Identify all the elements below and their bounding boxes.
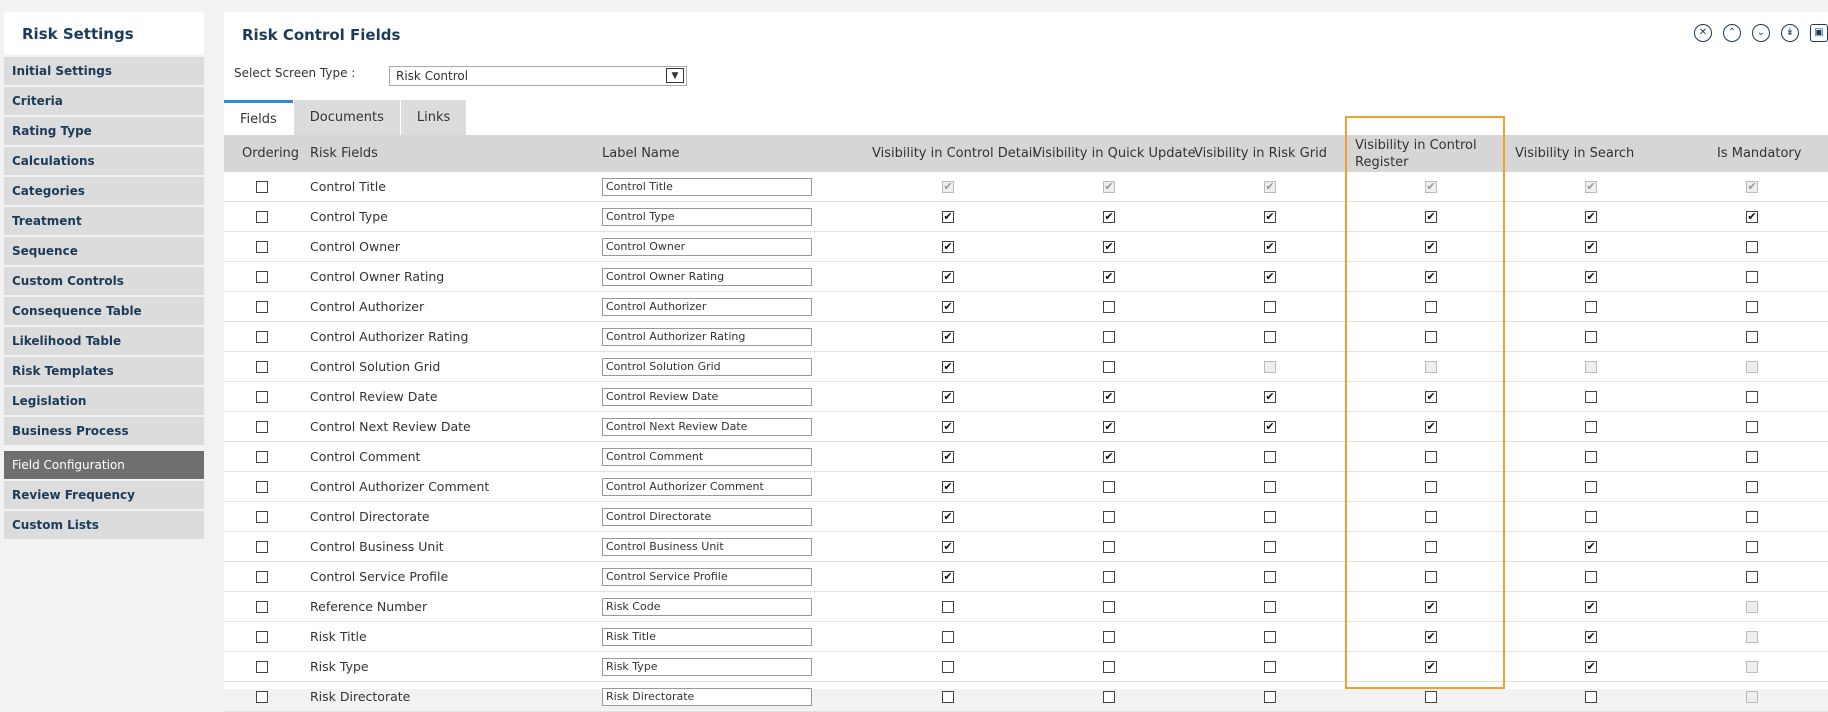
- search-checkbox[interactable]: ✔: [1586, 630, 1596, 643]
- label-name-input[interactable]: [602, 418, 812, 436]
- sidebar-item-field-configuration[interactable]: Field Configuration: [4, 451, 204, 479]
- quick-update-checkbox[interactable]: ✔: [1104, 420, 1114, 433]
- control-detail-checkbox[interactable]: [942, 631, 954, 643]
- header-visibility-control-register: Visibility in Control Register: [1355, 137, 1477, 170]
- risk-field-name: Control Owner Rating: [310, 269, 445, 284]
- label-name-cell: [602, 562, 812, 591]
- mandatory-checkbox[interactable]: [1746, 451, 1758, 463]
- search-checkbox[interactable]: ✔: [1586, 600, 1596, 613]
- table-row: [224, 592, 1828, 622]
- risk-field-name: Control Directorate: [310, 509, 430, 524]
- mandatory-checkbox[interactable]: [1746, 391, 1758, 403]
- header-risk-fields: Risk Fields: [310, 146, 378, 161]
- search-checkbox[interactable]: [1585, 691, 1597, 703]
- control-register-checkbox[interactable]: [1425, 541, 1437, 553]
- risk-grid-checkbox[interactable]: [1264, 511, 1276, 523]
- control-detail-checkbox[interactable]: ✔: [943, 240, 953, 253]
- mandatory-checkbox: [1746, 691, 1758, 703]
- control-detail-checkbox[interactable]: [942, 691, 954, 703]
- mandatory-checkbox[interactable]: [1746, 301, 1758, 313]
- risk-field-name: Control Owner: [310, 239, 400, 254]
- risk-field-name: Control Comment: [310, 449, 421, 464]
- quick-update-checkbox: ✔: [1104, 180, 1114, 193]
- move-down-icon[interactable]: ⌄: [1752, 24, 1770, 42]
- table-row: [224, 382, 1828, 412]
- control-detail-checkbox: ✔: [943, 180, 953, 193]
- control-register-checkbox[interactable]: ✔: [1426, 630, 1436, 643]
- ordering-checkbox[interactable]: [256, 211, 268, 223]
- risk-field-name: Reference Number: [310, 599, 428, 614]
- table-row: [224, 682, 1828, 712]
- quick-update-checkbox[interactable]: [1103, 301, 1115, 313]
- risk-field-name: Control Next Review Date: [310, 419, 471, 434]
- sidebar-item-sequence[interactable]: Sequence: [4, 237, 204, 265]
- risk-field-name: Control Title: [310, 179, 386, 194]
- quick-update-checkbox[interactable]: [1103, 661, 1115, 673]
- risk-grid-checkbox[interactable]: ✔: [1265, 210, 1275, 223]
- ordering-checkbox[interactable]: [256, 511, 268, 523]
- label-name-input[interactable]: [602, 538, 812, 556]
- header-visibility-quick-update: Visibility in Quick Update: [1033, 146, 1196, 161]
- quick-update-checkbox[interactable]: ✔: [1104, 210, 1114, 223]
- table-row: [224, 172, 1828, 202]
- risk-grid-checkbox[interactable]: [1264, 481, 1276, 493]
- control-detail-checkbox[interactable]: ✔: [943, 540, 953, 553]
- risk-field-name: Control Type: [310, 209, 388, 224]
- label-name-input[interactable]: [602, 478, 812, 496]
- table-row: [224, 202, 1828, 232]
- table-row: [224, 652, 1828, 682]
- sidebar-item-calculations[interactable]: Calculations: [4, 147, 204, 175]
- search-checkbox[interactable]: ✔: [1586, 210, 1596, 223]
- sidebar-item-treatment[interactable]: Treatment: [4, 207, 204, 235]
- mandatory-checkbox[interactable]: [1746, 271, 1758, 283]
- sidebar-nav: [4, 57, 204, 539]
- sidebar-item-initial-settings[interactable]: Initial Settings: [4, 57, 204, 85]
- sidebar-item-legislation[interactable]: Legislation: [4, 387, 204, 415]
- control-register-checkbox[interactable]: [1425, 511, 1437, 523]
- sidebar-item-consequence-table[interactable]: Consequence Table: [4, 297, 204, 325]
- sidebar-item-review-frequency[interactable]: Review Frequency: [4, 481, 204, 509]
- table-row: [224, 352, 1828, 382]
- control-register-checkbox[interactable]: ✔: [1426, 210, 1436, 223]
- table-row: [224, 412, 1828, 442]
- control-detail-checkbox[interactable]: [942, 601, 954, 613]
- risk-field-name: Control Authorizer: [310, 299, 425, 314]
- label-name-input[interactable]: [602, 568, 812, 586]
- control-register-checkbox[interactable]: ✔: [1426, 270, 1436, 283]
- risk-field-name: Control Authorizer Rating: [310, 329, 469, 344]
- move-up-icon[interactable]: ⌃: [1723, 24, 1741, 42]
- quick-update-checkbox[interactable]: ✔: [1104, 240, 1114, 253]
- table-row: [224, 502, 1828, 532]
- control-detail-checkbox[interactable]: ✔: [943, 390, 953, 403]
- label-name-cell: [602, 262, 812, 291]
- quick-update-checkbox[interactable]: [1103, 541, 1115, 553]
- control-detail-checkbox[interactable]: ✔: [943, 570, 953, 583]
- label-name-cell: [602, 472, 812, 501]
- risk-grid-checkbox[interactable]: [1264, 541, 1276, 553]
- sidebar-item-rating-type[interactable]: Rating Type: [4, 117, 204, 145]
- label-name-input[interactable]: [602, 268, 812, 286]
- screen-type-label: Select Screen Type :: [234, 66, 356, 80]
- label-name-input[interactable]: [602, 208, 812, 226]
- mandatory-checkbox[interactable]: ✔: [1747, 210, 1757, 223]
- quick-update-checkbox[interactable]: [1103, 691, 1115, 703]
- ordering-checkbox[interactable]: [256, 271, 268, 283]
- label-name-input[interactable]: [602, 658, 812, 676]
- control-register-checkbox: ✔: [1426, 180, 1436, 193]
- quick-update-checkbox[interactable]: [1103, 601, 1115, 613]
- ordering-checkbox[interactable]: [256, 541, 268, 553]
- ordering-checkbox[interactable]: [256, 421, 268, 433]
- label-name-cell: [602, 232, 812, 261]
- table-row: [224, 622, 1828, 652]
- control-detail-checkbox[interactable]: ✔: [943, 300, 953, 313]
- label-name-input[interactable]: [602, 688, 812, 706]
- control-detail-checkbox[interactable]: ✔: [943, 330, 953, 343]
- risk-field-name: Control Review Date: [310, 389, 438, 404]
- quick-update-checkbox[interactable]: ✔: [1104, 390, 1114, 403]
- label-name-cell: [602, 682, 812, 711]
- label-name-input[interactable]: [602, 298, 812, 316]
- search-checkbox: [1585, 361, 1597, 373]
- risk-grid-checkbox[interactable]: ✔: [1265, 240, 1275, 253]
- control-register-checkbox[interactable]: ✔: [1426, 600, 1436, 613]
- table-row: [224, 442, 1828, 472]
- header-visibility-search: Visibility in Search: [1515, 146, 1635, 161]
- mandatory-checkbox: ✔: [1747, 180, 1757, 193]
- search-checkbox[interactable]: ✔: [1586, 540, 1596, 553]
- header-label-name: Label Name: [602, 146, 680, 161]
- control-detail-checkbox[interactable]: ✔: [943, 270, 953, 283]
- header-is-mandatory: Is Mandatory: [1717, 146, 1802, 161]
- expand-all-icon[interactable]: ↡: [1781, 24, 1799, 42]
- search-checkbox: ✔: [1586, 180, 1596, 193]
- control-register-checkbox[interactable]: ✔: [1426, 660, 1436, 673]
- sidebar-item-criteria[interactable]: Criteria: [4, 87, 204, 115]
- table-row: [224, 532, 1828, 562]
- save-icon[interactable]: ▣: [1810, 24, 1828, 42]
- label-name-cell: [602, 202, 812, 231]
- mandatory-checkbox[interactable]: [1746, 241, 1758, 253]
- risk-grid-checkbox[interactable]: [1264, 631, 1276, 643]
- screen-type-value: Risk Control: [396, 69, 469, 83]
- table-body: [224, 172, 1828, 712]
- control-register-checkbox: [1425, 361, 1437, 373]
- control-register-checkbox[interactable]: [1425, 451, 1437, 463]
- label-name-input[interactable]: [602, 178, 812, 196]
- risk-field-name: Control Authorizer Comment: [310, 479, 490, 494]
- search-checkbox[interactable]: [1585, 511, 1597, 523]
- mandatory-checkbox: [1746, 631, 1758, 643]
- risk-field-name: Control Solution Grid: [310, 359, 441, 374]
- control-detail-checkbox[interactable]: ✔: [943, 480, 953, 493]
- label-name-input[interactable]: [602, 328, 812, 346]
- risk-grid-checkbox: ✔: [1265, 180, 1275, 193]
- risk-field-name: Risk Title: [310, 629, 367, 644]
- label-name-cell: [602, 592, 812, 621]
- label-name-input[interactable]: [602, 388, 812, 406]
- label-name-cell: [602, 352, 812, 381]
- risk-grid-checkbox[interactable]: [1264, 451, 1276, 463]
- control-register-checkbox[interactable]: ✔: [1426, 390, 1436, 403]
- header-visibility-risk-grid: Visibility in Risk Grid: [1194, 146, 1327, 161]
- mandatory-checkbox: [1746, 361, 1758, 373]
- risk-field-name: Risk Directorate: [310, 689, 411, 704]
- quick-update-checkbox[interactable]: [1103, 511, 1115, 523]
- ordering-checkbox[interactable]: [256, 601, 268, 613]
- table-row: [224, 232, 1828, 262]
- control-register-checkbox[interactable]: ✔: [1426, 420, 1436, 433]
- search-checkbox[interactable]: [1585, 301, 1597, 313]
- tab-links[interactable]: Links: [401, 100, 466, 135]
- control-register-checkbox[interactable]: [1425, 301, 1437, 313]
- label-name-cell: [602, 652, 812, 681]
- risk-grid-checkbox[interactable]: [1264, 601, 1276, 613]
- label-name-cell: [602, 442, 812, 471]
- control-register-checkbox[interactable]: ✔: [1426, 240, 1436, 253]
- quick-update-checkbox[interactable]: ✔: [1104, 270, 1114, 283]
- table-header: [224, 135, 1828, 172]
- risk-grid-checkbox[interactable]: ✔: [1265, 420, 1275, 433]
- search-checkbox[interactable]: ✔: [1586, 240, 1596, 253]
- sidebar-item-custom-lists[interactable]: Custom Lists: [4, 511, 204, 539]
- control-detail-checkbox[interactable]: ✔: [943, 360, 953, 373]
- mandatory-checkbox[interactable]: [1746, 421, 1758, 433]
- search-checkbox[interactable]: [1585, 481, 1597, 493]
- label-name-input[interactable]: [602, 238, 812, 256]
- ordering-checkbox[interactable]: [256, 661, 268, 673]
- ordering-checkbox[interactable]: [256, 481, 268, 493]
- table-row: [224, 562, 1828, 592]
- ordering-checkbox[interactable]: [256, 361, 268, 373]
- quick-update-checkbox[interactable]: ✔: [1104, 450, 1114, 463]
- table-row: [224, 472, 1828, 502]
- ordering-checkbox[interactable]: [256, 181, 268, 193]
- risk-grid-checkbox[interactable]: ✔: [1265, 270, 1275, 283]
- risk-grid-checkbox[interactable]: [1264, 691, 1276, 703]
- risk-field-name: Risk Type: [310, 659, 369, 674]
- chevron-down-icon[interactable]: ▼: [666, 68, 684, 83]
- screen-type-select[interactable]: [389, 66, 687, 86]
- ordering-checkbox[interactable]: [256, 451, 268, 463]
- risk-grid-checkbox: [1264, 361, 1276, 373]
- page-title: Risk Control Fields: [242, 26, 401, 44]
- fields-table: [224, 135, 1828, 712]
- search-checkbox[interactable]: ✔: [1586, 660, 1596, 673]
- sidebar-item-categories[interactable]: Categories: [4, 177, 204, 205]
- risk-field-name: Control Business Unit: [310, 539, 444, 554]
- control-register-checkbox[interactable]: [1425, 481, 1437, 493]
- label-name-cell: [602, 382, 812, 411]
- label-name-input[interactable]: [602, 508, 812, 526]
- search-checkbox[interactable]: [1585, 571, 1597, 583]
- ordering-checkbox[interactable]: [256, 301, 268, 313]
- sidebar-item-business-process[interactable]: Business Process: [4, 417, 204, 445]
- label-name-cell: [602, 172, 812, 201]
- search-checkbox[interactable]: [1585, 331, 1597, 343]
- mandatory-checkbox[interactable]: [1746, 541, 1758, 553]
- control-register-checkbox[interactable]: [1425, 571, 1437, 583]
- control-detail-checkbox[interactable]: ✔: [943, 420, 953, 433]
- mandatory-checkbox: [1746, 661, 1758, 673]
- header-visibility-control-detail: Visibility in Control Detail: [872, 146, 1037, 161]
- mandatory-checkbox[interactable]: [1746, 571, 1758, 583]
- tab-bar: [224, 100, 467, 135]
- risk-grid-checkbox[interactable]: [1264, 301, 1276, 313]
- tab-documents[interactable]: Documents: [294, 100, 400, 135]
- quick-update-checkbox[interactable]: [1103, 331, 1115, 343]
- control-register-checkbox[interactable]: [1425, 691, 1437, 703]
- search-checkbox[interactable]: [1585, 391, 1597, 403]
- control-register-checkbox[interactable]: [1425, 331, 1437, 343]
- control-detail-checkbox[interactable]: ✔: [943, 510, 953, 523]
- label-name-cell: [602, 502, 812, 531]
- risk-grid-checkbox[interactable]: [1264, 331, 1276, 343]
- quick-update-checkbox[interactable]: [1103, 361, 1115, 373]
- label-name-cell: [602, 322, 812, 351]
- label-name-cell: [602, 622, 812, 651]
- mandatory-checkbox: [1746, 601, 1758, 613]
- table-row: [224, 322, 1828, 352]
- main-panel: [224, 12, 1828, 704]
- search-checkbox[interactable]: [1585, 451, 1597, 463]
- table-row: [224, 262, 1828, 292]
- mandatory-checkbox[interactable]: [1746, 481, 1758, 493]
- control-detail-checkbox[interactable]: ✔: [943, 210, 953, 223]
- label-name-input[interactable]: [602, 448, 812, 466]
- risk-grid-checkbox[interactable]: ✔: [1265, 390, 1275, 403]
- header-ordering: Ordering: [242, 146, 300, 161]
- tab-fields[interactable]: Fields: [224, 100, 293, 135]
- sidebar-item-custom-controls[interactable]: Custom Controls: [4, 267, 204, 295]
- ordering-checkbox[interactable]: [256, 691, 268, 703]
- ordering-checkbox[interactable]: [256, 631, 268, 643]
- sidebar-item-risk-templates[interactable]: Risk Templates: [4, 357, 204, 385]
- ordering-checkbox[interactable]: [256, 571, 268, 583]
- risk-grid-checkbox[interactable]: [1264, 571, 1276, 583]
- risk-grid-checkbox[interactable]: [1264, 661, 1276, 673]
- toolbar: [1694, 24, 1828, 42]
- ordering-checkbox[interactable]: [256, 241, 268, 253]
- search-checkbox[interactable]: ✔: [1586, 270, 1596, 283]
- search-checkbox[interactable]: [1585, 421, 1597, 433]
- table-row: [224, 292, 1828, 322]
- sidebar-item-likelihood-table[interactable]: Likelihood Table: [4, 327, 204, 355]
- quick-update-checkbox[interactable]: [1103, 631, 1115, 643]
- mandatory-checkbox[interactable]: [1746, 511, 1758, 523]
- sidebar: [4, 12, 204, 539]
- mandatory-checkbox[interactable]: [1746, 331, 1758, 343]
- label-name-cell: [602, 292, 812, 321]
- label-name-cell: [602, 412, 812, 441]
- control-detail-checkbox[interactable]: [942, 661, 954, 673]
- collapse-all-icon[interactable]: ✕: [1694, 24, 1712, 42]
- quick-update-checkbox[interactable]: [1103, 481, 1115, 493]
- label-name-input[interactable]: [602, 628, 812, 646]
- risk-field-name: Control Service Profile: [310, 569, 449, 584]
- quick-update-checkbox[interactable]: [1103, 571, 1115, 583]
- ordering-checkbox[interactable]: [256, 331, 268, 343]
- ordering-checkbox[interactable]: [256, 391, 268, 403]
- label-name-input[interactable]: [602, 598, 812, 616]
- label-name-cell: [602, 532, 812, 561]
- control-detail-checkbox[interactable]: ✔: [943, 450, 953, 463]
- sidebar-title: Risk Settings: [4, 12, 204, 55]
- label-name-input[interactable]: [602, 358, 812, 376]
